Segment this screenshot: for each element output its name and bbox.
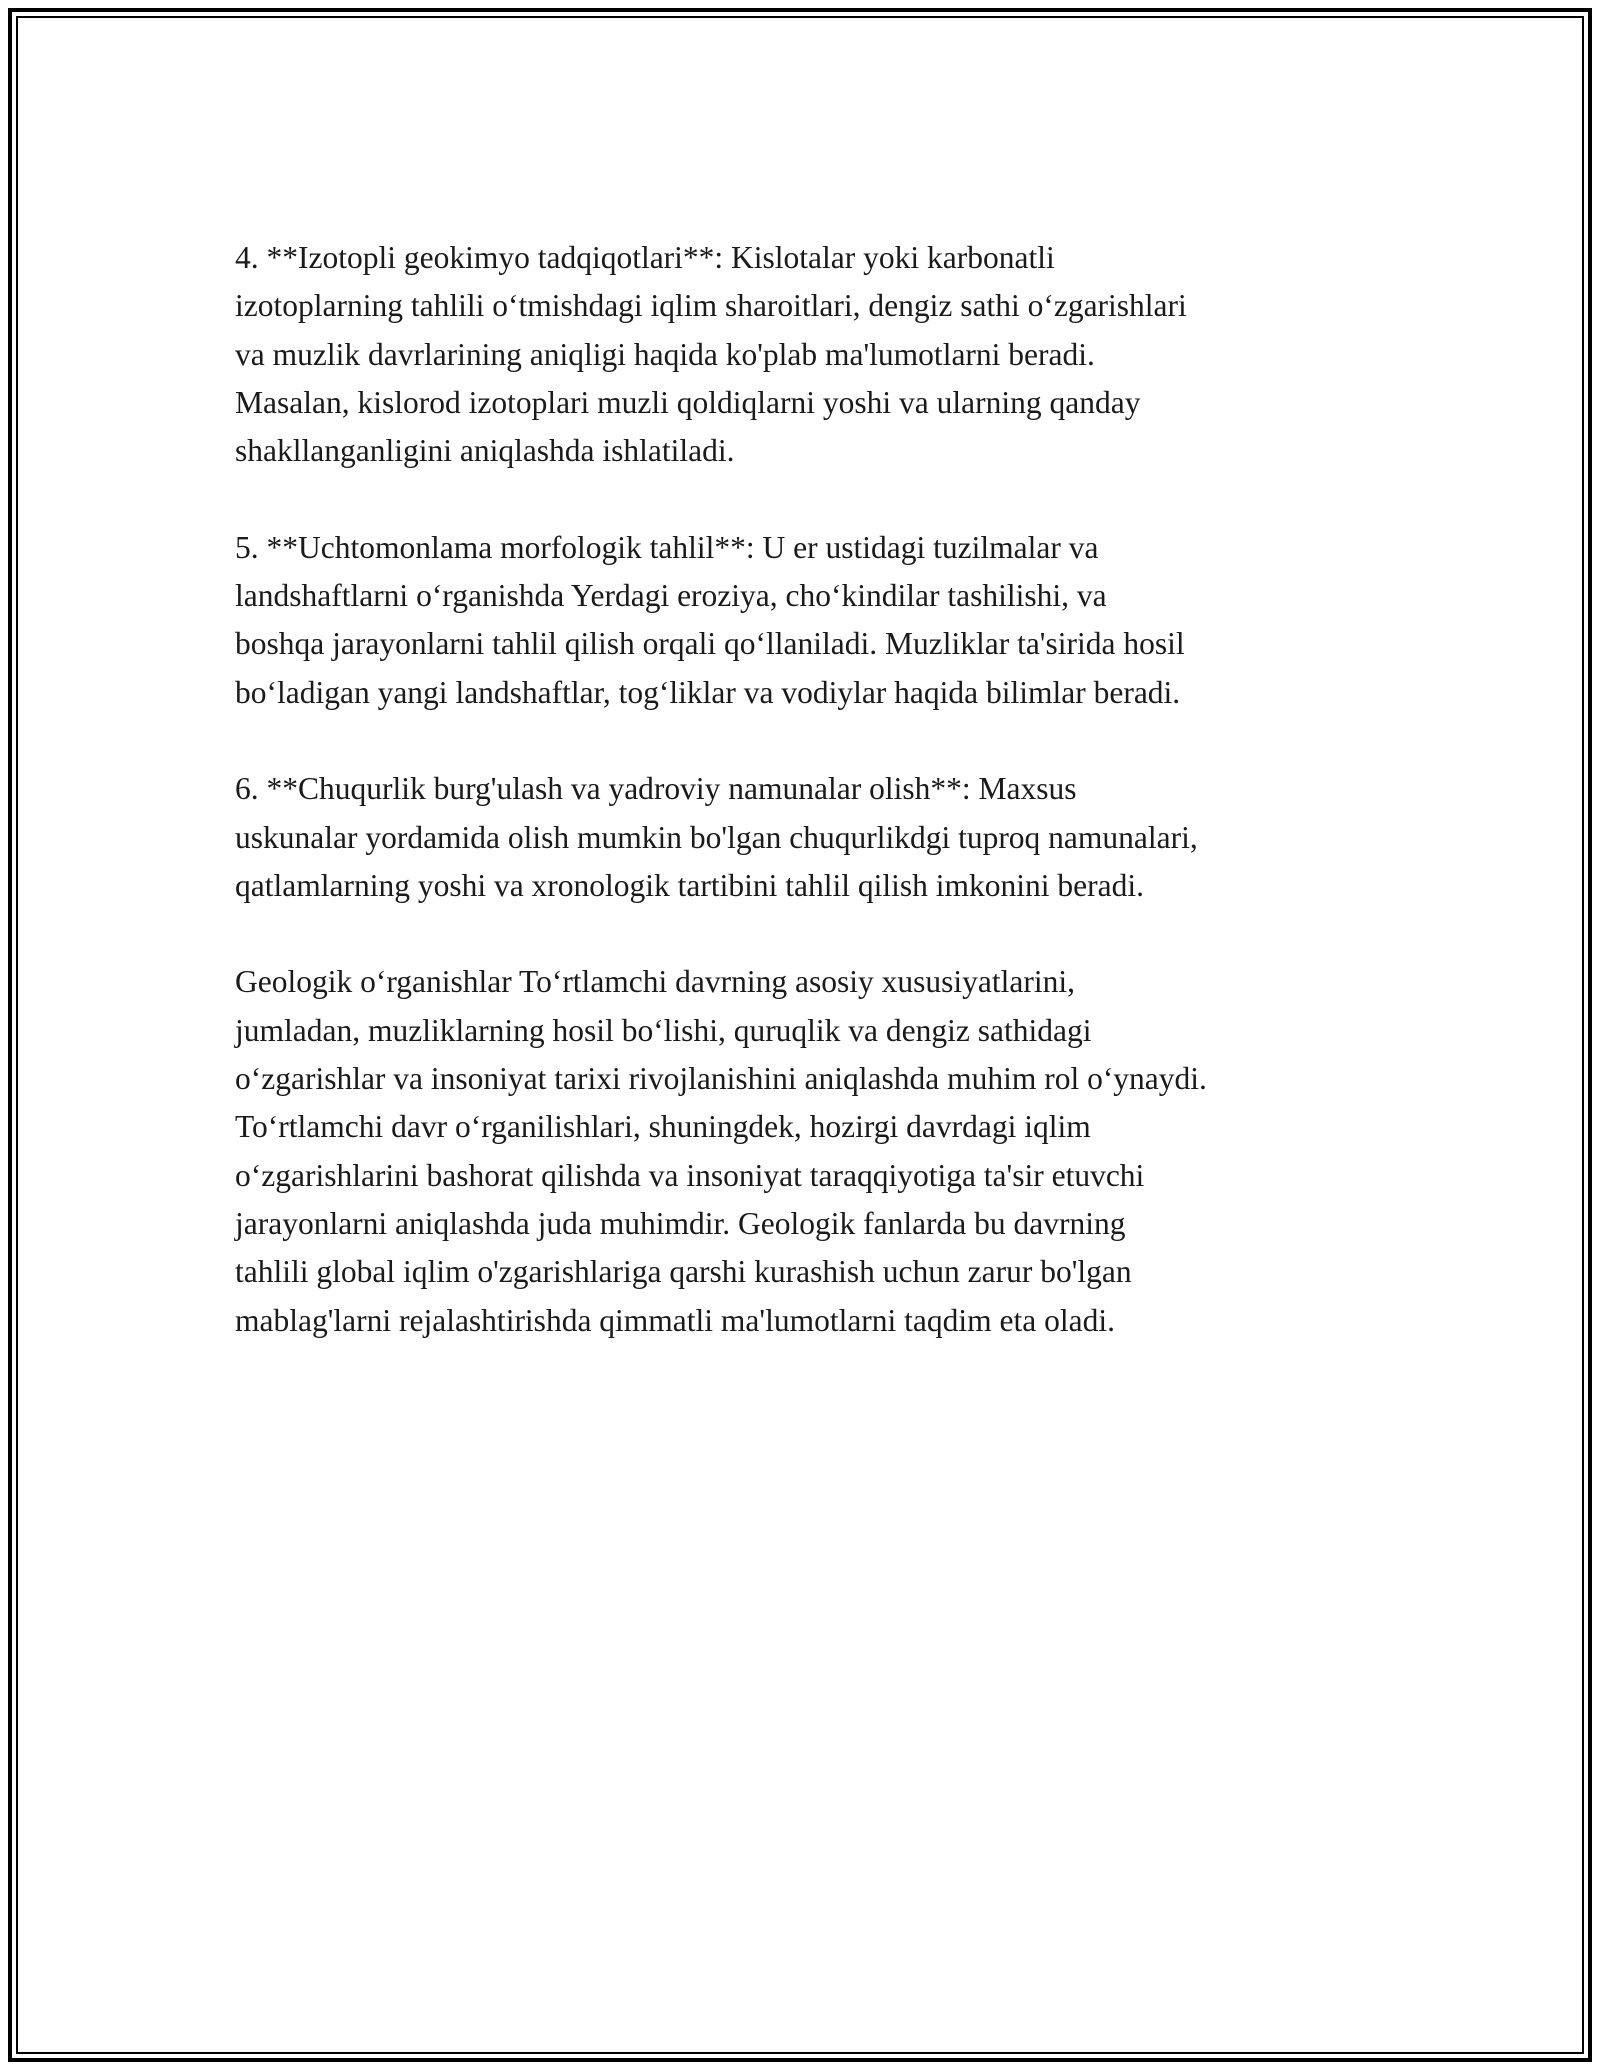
text-line: tahlili global iqlim o'zgarishlariga qarshi kurashish uchun zarur bo'lgan — [235, 1254, 1132, 1290]
text-line: 4. **Izotopli geokimyo tadqiqotlari**: Kislotalar yoki karbonatli — [235, 240, 1055, 275]
text-line: va muzlik davrlarining aniqligi haqida ko'plab ma'lumotlarni beradi. — [235, 336, 1095, 372]
text-line: Geologik o‘rganishlar To‘rtlamchi davrning asosiy xususiyatlarini, — [235, 964, 1075, 1000]
text-line: mablag'larni rejalashtirishda qimmatli ma'lumotlarni taqdim eta oladi. — [235, 1302, 1115, 1338]
paragraph-deep-drilling — [235, 765, 1375, 910]
text-line: landshaftlarni o‘rganishda Yerdagi eroziya, cho‘kindilar tashilishi, va — [235, 578, 1107, 614]
text-line: o‘zgarishlarini bashorat qilishda va insoniyat taraqqiyotiga ta'sir etuvchi — [235, 1157, 1145, 1193]
text-line: jumladan, muzliklarning hosil bo‘lishi, quruqlik va dengiz sathidagi — [235, 1012, 1092, 1048]
paragraph-morphological-analysis — [235, 524, 1375, 717]
text-line: o‘zgarishlar va insoniyat tarixi rivojlanishini aniqlashda muhim rol o‘ynaydi. — [235, 1061, 1207, 1097]
document-body — [235, 234, 1375, 1393]
text-line: 5. **Uchtomonlama morfologik tahlil**: U er ustidagi tuzilmalar va — [235, 529, 1099, 565]
text-line: jarayonlarni aniqlashda juda muhimdir. Geologik fanlarda bu davrning — [235, 1205, 1126, 1241]
text-line: qatlamlarning yoshi va xronologik tartibini tahlil qilish imkonini beradi. — [235, 867, 1144, 903]
paragraph-conclusion — [235, 958, 1375, 1344]
text-line: To‘rtlamchi davr o‘rganilishlari, shuningdek, hozirgi davrdagi iqlim — [235, 1109, 1091, 1145]
text-line: boshqa jarayonlarni tahlil qilish orqali qo‘llaniladi. Muzliklar ta'sirida hosil — [235, 626, 1185, 662]
text-line: 6. **Chuqurlik burg'ulash va yadroviy namunalar olish**: Maxsus — [235, 771, 1077, 807]
text-line: bo‘ladigan yangi landshaftlar, tog‘liklar va vodiylar haqida bilimlar beradi. — [235, 674, 1181, 710]
text-line: shakllanganligini aniqlashda ishlatiladi. — [235, 433, 735, 469]
text-line: izotoplarning tahlili o‘tmishdagi iqlim sharoitlari, dengiz sathi o‘zgarishlari — [235, 288, 1187, 324]
text-line: uskunalar yordamida olish mumkin bo'lgan chuqurlikdgi tuproq namunalari, — [235, 819, 1198, 855]
paragraph-isotope-geochemistry — [235, 234, 1375, 475]
text-line: Masalan, kislorod izotoplari muzli qoldiqlarni yoshi va ularning qanday — [235, 384, 1141, 420]
